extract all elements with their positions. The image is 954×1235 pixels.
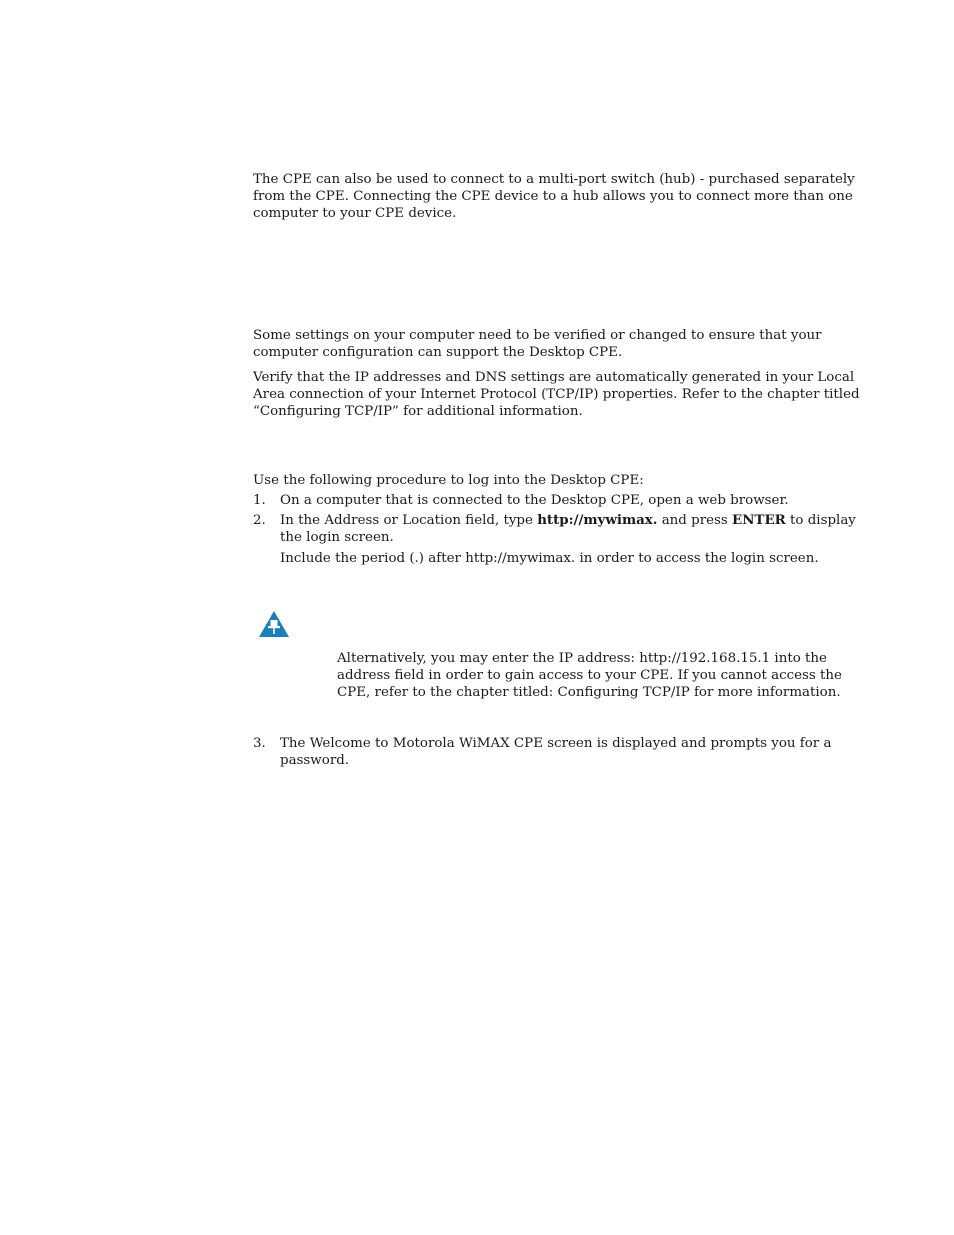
paragraph-hub: The CPE can also be used to connect to a multi-port switch (hub) - purchased separately from the CPE. Connecting the CPE device to a hub allows you to connect more than one computer to your CPE device. (253, 172, 855, 221)
step-2-subtext: Include the period (.) after http://mywimax. in order to access the login screen. (280, 551, 819, 566)
step-1-text: On a computer that is connected to the Desktop CPE, open a web browser. (280, 493, 789, 508)
step-2-number: 2. (253, 513, 266, 528)
step-3-text: The Welcome to Motorola WiMAX CPE screen is displayed and prompts you for a password. (280, 736, 832, 768)
paragraph-procedure-intro: Use the following procedure to log into the Desktop CPE: (253, 473, 644, 488)
step-2-url: http://mywimax. (537, 512, 658, 528)
paragraph-verify: Verify that the IP addresses and DNS settings are automatically generated in your Local Area connection of your Internet Protocol (TCP/IP) properties. Refer to the chapter titled “Configuring TCP/IP” for additional information. (253, 370, 860, 419)
step-2-text (280, 512, 865, 546)
step-2-enter-key: ENTER (732, 512, 786, 528)
step-2-text-post: to display the login screen. (280, 513, 856, 545)
step-3-number: 3. (253, 736, 266, 751)
step-2-text-pre: In the Address or Location field, type (280, 513, 538, 528)
step-2-text-mid: and press (657, 513, 733, 528)
note-text: Alternatively, you may enter the IP address: http://192.168.15.1 into the address field in order to gain access to your CPE. If you cannot access the CPE, refer to the chapter titled: Configuring TCP/IP for more information. (337, 651, 842, 700)
paragraph-settings: Some settings on your computer need to be verified or changed to ensure that your computer configuration can support the Desktop CPE. (253, 328, 822, 360)
note-pin-icon (258, 610, 290, 638)
step-1-number: 1. (253, 493, 266, 508)
